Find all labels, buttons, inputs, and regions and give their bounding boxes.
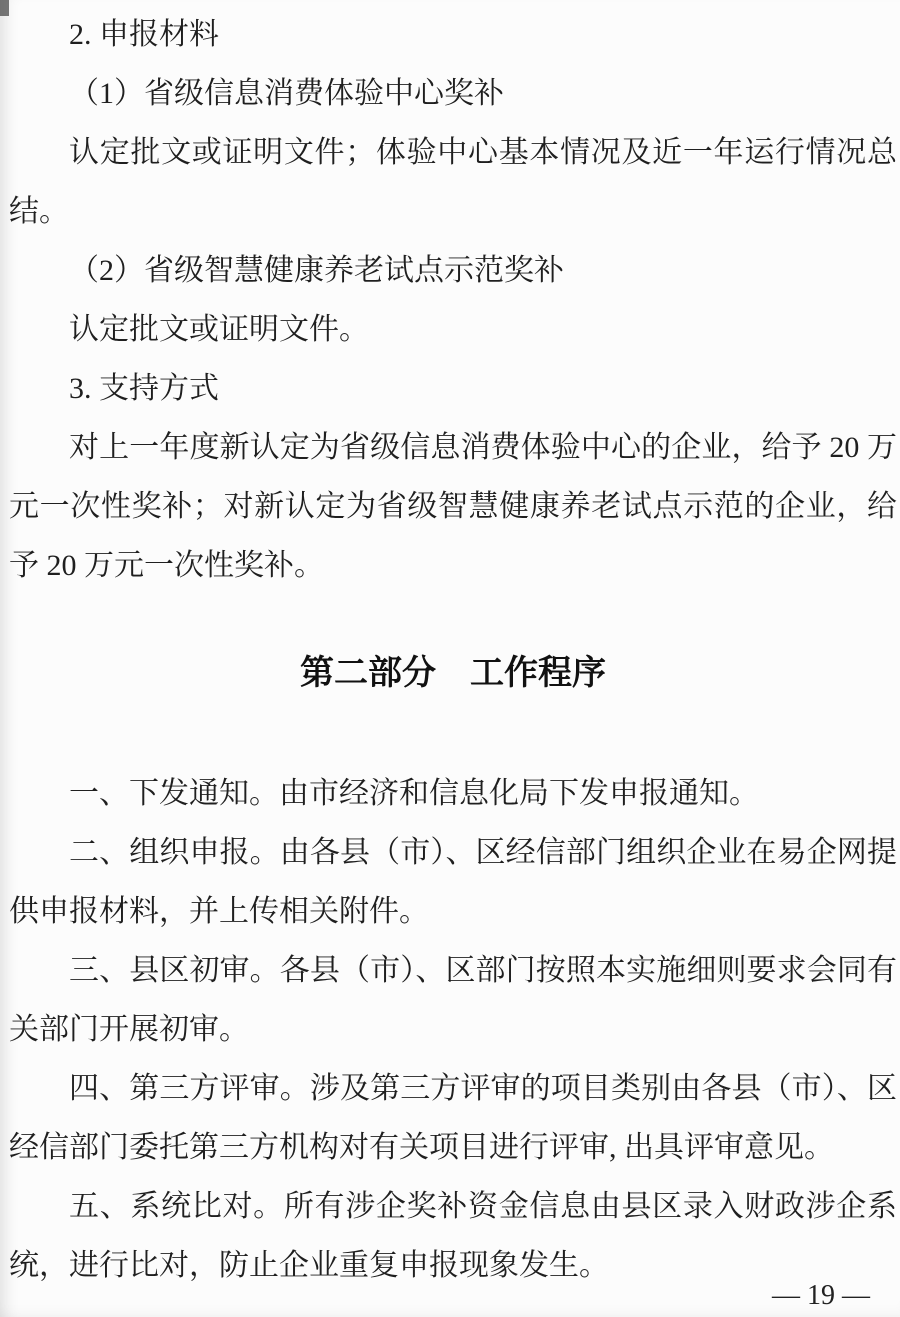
paragraph-step4-third-party-review: 四、第三方评审。涉及第三方评审的项目类别由各县（市）、区经信部门委托第三方机构对有关项目进行评审, 出具评审意见。 (9, 1072, 897, 1164)
paragraph-item1-body: 认定批文或证明文件；体验中心基本情况及近一年运行情况总结。 (9, 136, 897, 228)
page-number: — 19 — (772, 1280, 870, 1311)
paragraph-step5-system-check: 五、系统比对。所有涉企奖补资金信息由县区录入财政涉企系统，进行比对，防止企业重复申报现象发生。 (9, 1190, 897, 1282)
paragraph-item2-title: （2）省级智慧健康养老试点示范奖补 (69, 254, 564, 287)
paragraph-step2-organize: 二、组织申报。由各县（市）、区经信部门组织企业在易企网提供申报材料，并上传相关附件。 (9, 836, 897, 928)
section-heading-part2: 第二部分 工作程序 (300, 653, 606, 693)
paragraph-step1-notice: 一、下发通知。由市经济和信息化局下发申报通知。 (69, 777, 759, 810)
paragraph-item1-title: （1）省级信息消费体验中心奖补 (69, 77, 504, 110)
paragraph-application-materials-title: 2. 申报材料 (69, 18, 219, 51)
paragraph-step3-preliminary-review: 三、县区初审。各县（市）、区部门按照本实施细则要求会同有关部门开展初审。 (9, 954, 897, 1046)
paragraph-support-method-title: 3. 支持方式 (69, 372, 219, 405)
paragraph-support-method-body: 对上一年度新认定为省级信息消费体验中心的企业，给予 20 万元一次性奖补；对新认定为省级智慧健康养老试点示范的企业，给予 20 万元一次性奖补。 (9, 431, 897, 582)
scan-edge-artifact (0, 0, 9, 16)
paragraph-item2-body: 认定批文或证明文件。 (69, 313, 369, 346)
